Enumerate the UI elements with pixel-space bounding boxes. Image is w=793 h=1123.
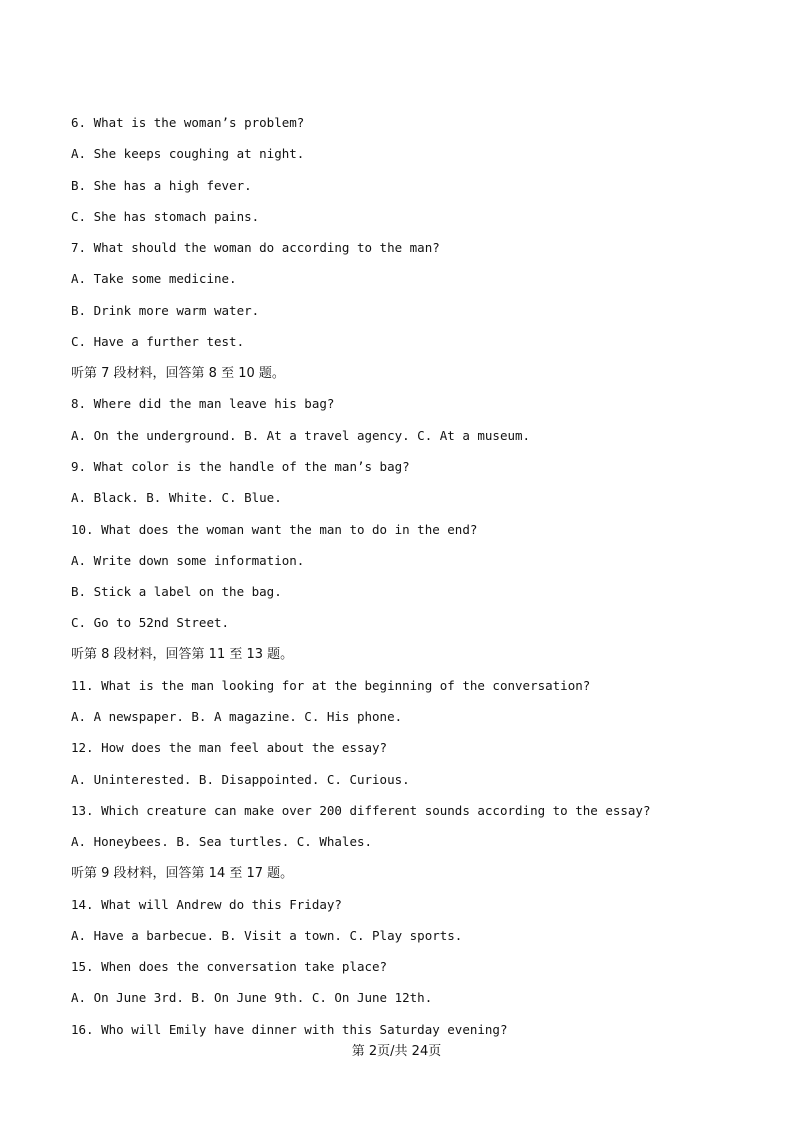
options-11: A. A newspaper. B. A magazine. C. His phone. <box>71 709 403 724</box>
options-12: A. Uninterested. B. Disappointed. C. Curious. <box>71 772 410 787</box>
options-8: A. On the underground. B. At a travel agency. C. At a museum. <box>71 428 531 443</box>
option-10b: B. Stick a label on the bag. <box>71 584 282 599</box>
option-7b: B. Drink more warm water. <box>71 303 260 318</box>
options-13: A. Honeybees. B. Sea turtles. C. Whales. <box>71 834 373 849</box>
page-number-footer: 第 2页/共 24页 <box>351 1044 442 1059</box>
option-10a: A. Write down some information. <box>71 553 305 568</box>
section-heading-7: 听第 7 段材料，回答第 8 至 10 题。 <box>71 366 285 381</box>
option-6c: C. She has stomach pains. <box>71 209 260 224</box>
option-6b: B. She has a high fever. <box>71 178 252 193</box>
option-7c: C. Have a further test. <box>71 334 245 349</box>
option-7a: A. Take some medicine. <box>71 271 237 286</box>
options-14: A. Have a barbecue. B. Visit a town. C. Play sports. <box>71 928 463 943</box>
question-15: 15. When does the conversation take place? <box>71 959 388 974</box>
option-10c: C. Go to 52nd Street. <box>71 615 230 630</box>
question-10: 10. What does the woman want the man to do in the end? <box>71 522 478 537</box>
section-heading-8: 听第 8 段材料，回答第 11 至 13 题。 <box>71 647 294 662</box>
question-14: 14. What will Andrew do this Friday? <box>71 897 342 912</box>
options-15: A. On June 3rd. B. On June 9th. C. On June 12th. <box>71 990 433 1005</box>
question-9: 9. What color is the handle of the man’s bag? <box>71 459 410 474</box>
options-9: A. Black. B. White. C. Blue. <box>71 490 282 505</box>
question-8: 8. Where did the man leave his bag? <box>71 396 335 411</box>
question-6: 6. What is the woman’s problem? <box>71 115 305 130</box>
question-11: 11. What is the man looking for at the beginning of the conversation? <box>71 678 591 693</box>
question-13: 13. Which creature can make over 200 different sounds according to the essay? <box>71 803 651 818</box>
question-7: 7. What should the woman do according to the man? <box>71 240 440 255</box>
question-12: 12. How does the man feel about the essay? <box>71 740 388 755</box>
section-heading-9: 听第 9 段材料，回答第 14 至 17 题。 <box>71 866 294 881</box>
option-6a: A. She keeps coughing at night. <box>71 146 305 161</box>
question-16: 16. Who will Emily have dinner with this Saturday evening? <box>71 1022 508 1037</box>
